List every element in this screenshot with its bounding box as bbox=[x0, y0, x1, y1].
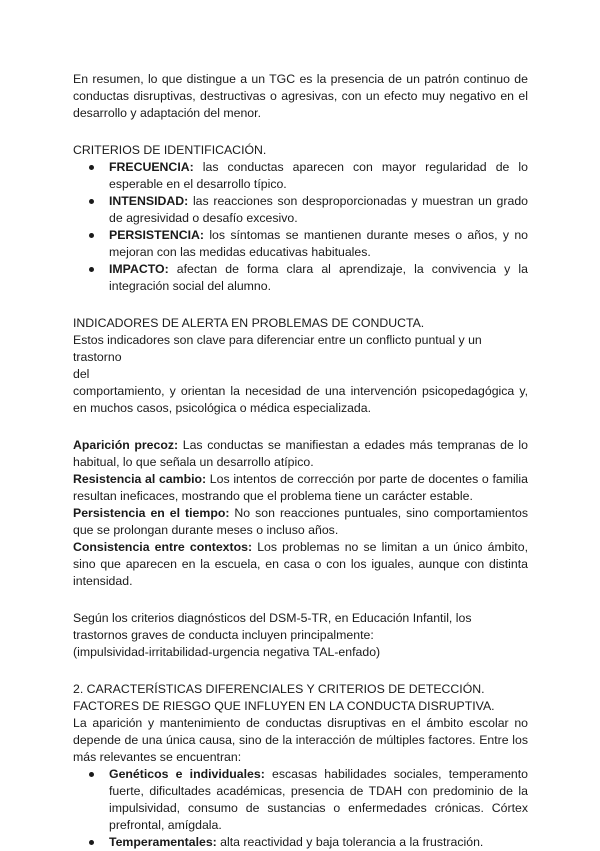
alerta-item bbox=[73, 505, 528, 539]
indicadores-line-1: Estos indicadores son clave para diferenciar entre un conflicto puntual y un trastorno bbox=[73, 333, 482, 364]
bullet-icon bbox=[89, 233, 94, 238]
alerta-text: Las conductas se manifiestan a edades más tempranas de lo habitual, lo que señala un desarrollo atípico. bbox=[73, 438, 529, 469]
criterios-list bbox=[73, 159, 528, 295]
item-text: escasas habilidades sociales, temperamento fuerte, dificultades académicas, presencia de TDAH con predominio de la impulsividad, consumo de sustancias o enfermedades crónicas. Córtex prefrontal, amígdala. bbox=[109, 767, 529, 832]
factores-list bbox=[73, 766, 528, 851]
intro-paragraph: En resumen, lo que distingue a un TGC es la presencia de un patrón continuo de conductas disruptivas, destructivas o agresivas, con un efecto muy negativo en el desarrollo y adaptación del menor. bbox=[73, 72, 528, 120]
alerta-text: Los intentos de corrección por parte de docentes o familia resultan ineficaces, mostrando que el problema tiene un carácter estable. bbox=[73, 472, 528, 503]
indicadores-heading: INDICADORES DE ALERTA EN PROBLEMAS DE CONDUCTA. bbox=[73, 316, 425, 330]
alerta-term: Resistencia al cambio: bbox=[73, 472, 207, 486]
bullet-icon bbox=[89, 772, 94, 777]
indicadores-line-2: del bbox=[73, 367, 90, 381]
item-text: las conductas aparecen con mayor regularidad de lo esperable en el desarrollo típico. bbox=[109, 160, 528, 191]
alerta-item bbox=[73, 437, 528, 471]
item-term: FRECUENCIA: bbox=[109, 160, 194, 174]
criterios-heading: CRITERIOS DE IDENTIFICACIÓN. bbox=[73, 143, 267, 157]
bullet-icon bbox=[89, 199, 94, 204]
list-item bbox=[73, 834, 528, 851]
dsm-note: (impulsividad-irritabilidad-urgencia negativa TAL-enfado) bbox=[73, 645, 381, 659]
item-term: Temperamentales: bbox=[109, 835, 217, 849]
bullet-icon bbox=[89, 165, 94, 170]
item-term: IMPACTO: bbox=[109, 262, 169, 276]
list-item bbox=[73, 261, 528, 295]
item-term: Genéticos e individuales: bbox=[109, 767, 265, 781]
alerta-text: No son reacciones puntuales, sino comportamientos que se prolongan durante meses o incluso años. bbox=[73, 506, 528, 537]
bullet-icon bbox=[89, 267, 94, 272]
item-text: afectan de forma clara al aprendizaje, la convivencia y la integración social del alumno. bbox=[109, 262, 528, 293]
bullet-icon bbox=[89, 840, 94, 845]
section-2-heading: 2. CARACTERÍSTICAS DIFERENCIALES Y CRITERIOS DE DETECCIÓN. bbox=[73, 682, 485, 696]
indicadores-line-3: comportamiento, y orientan la necesidad de una intervención psicopedagógica y, en muchos casos, psicológica o médica especializada. bbox=[73, 384, 528, 415]
list-item bbox=[73, 193, 528, 227]
alerta-item bbox=[73, 539, 528, 590]
document-page bbox=[73, 71, 528, 851]
alertas-block bbox=[73, 437, 528, 590]
item-text: las reacciones son desproporcionadas y muestran un grado de agresividad o desafío excesivo. bbox=[109, 194, 528, 225]
list-item bbox=[73, 227, 528, 261]
alerta-term: Aparición precoz: bbox=[73, 438, 179, 452]
item-text: los síntomas se mantienen durante meses o años, y no mejoran con las medidas educativas habituales. bbox=[109, 228, 528, 259]
item-text: alta reactividad y baja tolerancia a la frustración. bbox=[216, 835, 484, 849]
item-term: PERSISTENCIA: bbox=[109, 228, 204, 242]
alerta-item bbox=[73, 471, 528, 505]
section-2-subheading: FACTORES DE RIESGO QUE INFLUYEN EN LA CONDUCTA DISRUPTIVA. bbox=[73, 699, 495, 713]
dsm-paragraph: Según los criterios diagnósticos del DSM-5-TR, en Educación Infantil, los trastornos graves de conducta incluyen principalmente: bbox=[73, 611, 472, 642]
alerta-term: Persistencia en el tiempo: bbox=[73, 506, 230, 520]
section-2-intro: La aparición y mantenimiento de conductas disruptivas en el ámbito escolar no depende de una única causa, sino de la interacción de múltiples factores. Entre los más relevantes se encuentran: bbox=[73, 716, 528, 764]
alerta-term: Consistencia entre contextos: bbox=[73, 540, 253, 554]
alerta-text: Los problemas no se limitan a un único ámbito, sino que aparecen en la escuela, en casa o con los iguales, aunque con distinta intensidad. bbox=[73, 540, 528, 588]
list-item bbox=[73, 159, 528, 193]
item-term: INTENSIDAD: bbox=[109, 194, 189, 208]
list-item bbox=[73, 766, 528, 834]
